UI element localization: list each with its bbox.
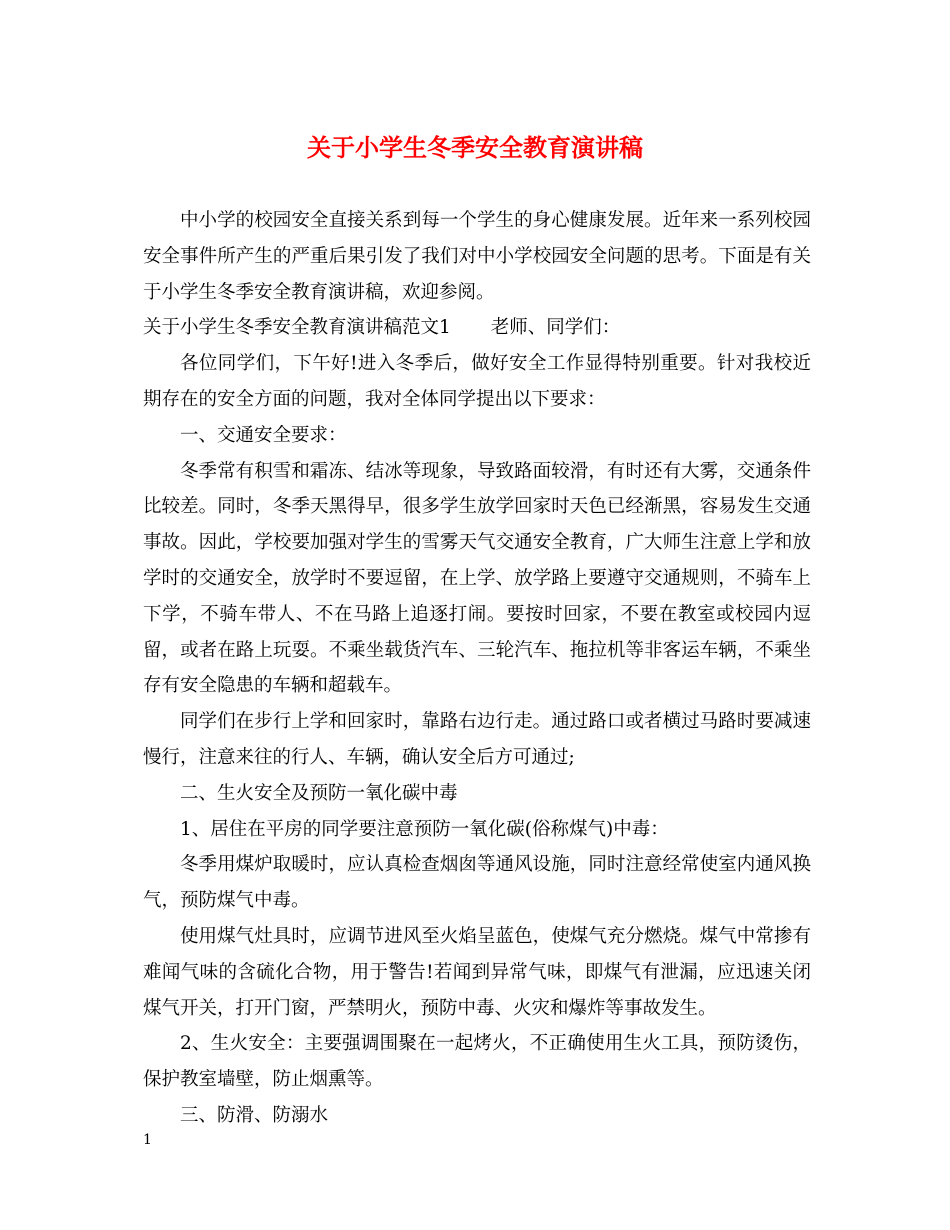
page-title: 关于小学生冬季安全教育演讲稿 [307,133,643,162]
paragraph: 冬季常有积雪和霜冻、结冰等现象，导致路面较滑，有时还有大雾，交通条件比较差。同时，冬季天黑得早，很多学生放学回家时天色已经渐黑，容易发生交通事故。因此，学校要加强对学生的雪雾天气交通安全教育，广大师生注意上学和放学时的交通安全，放学时不要逗留，在上学、放学路上要遵守交通规则，不骑车上下学，不骑车带人、不在马路上追逐打闹。要按时回家，不要在教室或校园内逗留，或者在路上玩耍。不乘坐载货汽车、三轮汽车、拖拉机等非客运车辆，不乘坐存有安全隐患的车辆和超载车。 [143,460,811,697]
paragraph: 各位同学们，下午好!进入冬季后，做好安全工作显得特别重要。针对我校近期存在的安全方面的问题，我对全体同学提出以下要求： [143,353,811,410]
sample-heading-line [143,310,811,346]
section-heading-traffic: 一、交通安全要求： [180,424,347,446]
paragraph: 冬季用煤炉取暖时，应认真检查烟囱等通风设施，同时注意经常使室内通风换气，预防煤气中毒。 [143,854,811,912]
section-heading-slip-drowning: 三、防滑、防溺水 [180,1104,329,1126]
paragraph: 2、生火安全：主要强调围聚在一起烤火，不正确使用生火工具，预防烫伤，保护教室墙壁，防止烟熏等。 [143,1033,811,1091]
intro-paragraph: 中小学的校园安全直接关系到每一个学生的身心健康发展。近年来一系列校园安全事件所产生的严重后果引发了我们对中小学校园安全问题的思考。下面是有关于小学生冬季安全教育演讲稿，欢迎参阅。 [143,210,811,303]
sample-heading: 关于小学生冬季安全教育演讲稿范文1 [143,317,451,339]
document-body [143,203,811,1134]
paragraph: 使用煤气灶具时，应调节进风至火焰呈蓝色，使煤气充分燃烧。煤气中常掺有难闻气味的含硫化合物，用于警告!若闻到异常气味，即煤气有泄漏，应迅速关闭煤气开关，打开门窗，严禁明火，预防中毒、火灾和爆炸等事故发生。 [143,925,811,1019]
salutation: 老师、同学们： [490,317,621,339]
subheading-co-poisoning: 1、居住在平房的同学要注意预防一氧化碳(俗称煤气)中毒： [180,818,669,840]
page-number: 1 [143,1132,152,1148]
section-heading-fire: 二、生火安全及预防一氧化碳中毒 [180,782,458,804]
paragraph: 同学们在步行上学和回家时，靠路右边行走。通过路口或者横过马路时要减速慢行，注意来往的行人、车辆，确认安全后方可通过; [143,711,811,768]
